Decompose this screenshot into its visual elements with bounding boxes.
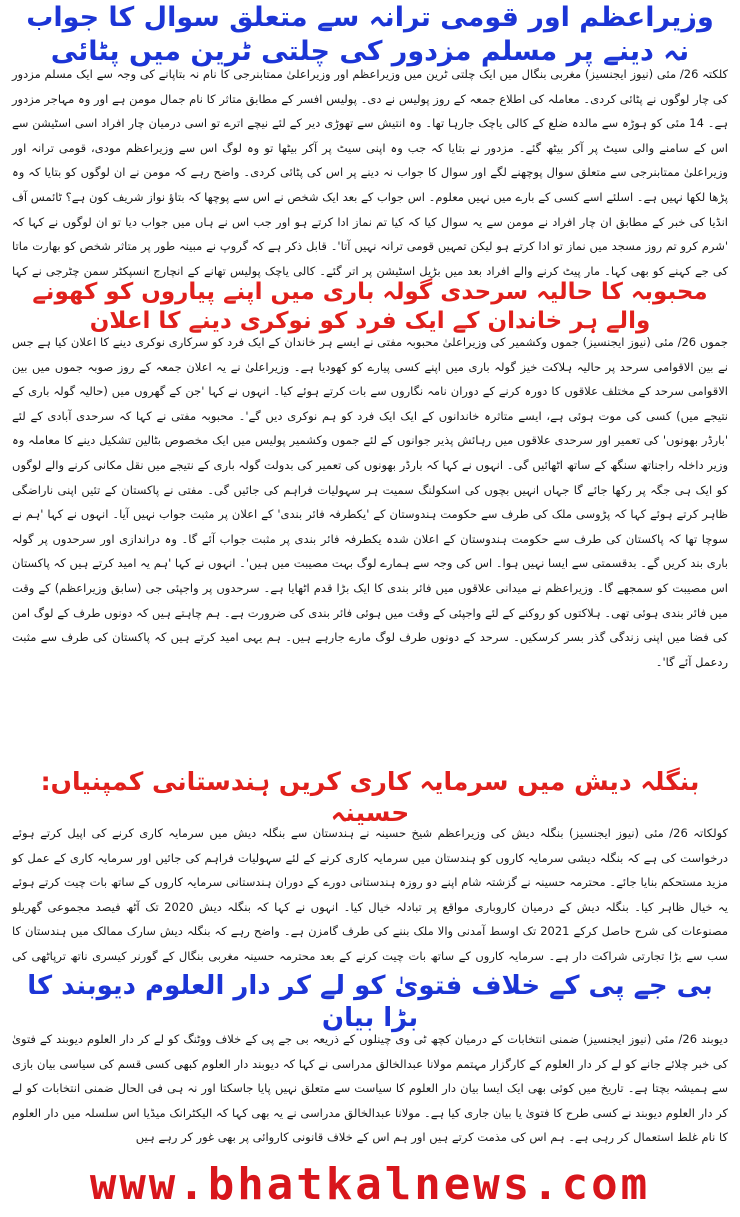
article-body-train-beating: کلکتہ 26/ مئی (نیوز ایجنسیز) مغربی بنگال میں ایک چلتی ٹرین میں وزیراعظم اور وزیراعلیٰ ممتابنرجی کا نام نہ بتاپانے کی وجہ سے ایک مسلم مزدور کی چار لوگوں نے پٹائی کردی۔ معاملہ کی اطلاع جمعہ کے روز پولیس نے دی۔ پولیس افسر کے مطابق متاثر کا نام جمال مومن ہے اور وہ مہاجر مزدور ہے۔ 14 مئی کو ہوڑہ سے مالدہ ضلع کے کالی یاچک جارہا تھا۔ وہ انتیش سے تھوڑی دیر کے لئے نیچے اترے تو اسی درمیان چار افراد اسی اسٹیشن سے اس کے سامنے والی سیٹ پر آکر بیٹھ گئے۔ مزدور نے بتایا کہ جب وہ اپنی سیٹ پر آکر بیٹھا تو وہ لوگ اس سے وزیراعظم مودی، قومی ترانہ اور وزیراعلیٰ ممتابنرجی سے متعلق سوال پوچھنے لگے اور سوال کا جواب نہ دینے پر اس کی پٹائی کردی۔ واضح رہے کہ مومن نے ان لوگوں کو بتایا کہ وہ پڑھا لکھا نہیں ہے۔ اسلئے اسے کسی کے بارے میں نہیں معلوم۔ اس جواب کے بعد ایک شخص نے اس سے پوچھا کہ بتاؤ نواز شریف کون ہے؟ ٹائمس آف انڈیا کی خبر کے مطابق ان چار افراد نے مومن سے یہ سوال کیا کہ کیا تم نماز ادا کرتے ہو اور جب اس نے ہاں میں جواب دیا تو ان لوگوں نے کہا کہ 'شرم کرو تم روز مسجد میں نماز تو ادا کرتے ہو لیکن تمہیں قومی ترانہ نہیں آتا'۔ قابل ذکر ہے کہ گروپ نے مبینہ طور پر متاثر شخص کو بھارت ماتا کی جے کہنے کو بھی کہا۔ مار پیٹ کرنے والے افراد بعد میں بڑیل اسٹیشن پر اتر گئے۔ کالی یاچک پولیس تھانے کے انچارج انسپکٹر سمن چٹرجی نے کہا [12,67,729,278]
headline-modi-anthem-train-beating: وزیراعظم اور قومی ترانہ سے متعلق سوال کا جواب نہ دینے پر مسلم مزدور کی چلتی ٹرین میں پٹائی [26,2,714,67]
site-watermark: www.bhatkalnews.com [89,1159,651,1210]
article-body-deoband: دیوبند 26/ مئی (نیوز ایجنسیز) ضمنی انتخابات کے درمیان کچھ ٹی وی چینلوں کے ذریعہ بی جے پی کے خلاف ووٹنگ کو لے کر دار العلوم دیوبند کے فتویٰ کی خبر چلائے جانے کو لے کر دار العلوم کے کارگزار مہتمم مولانا عبدالخالق مدراسی نے کہا کہ دیوبند دار العلوم کبھی کسی قسم کی سیاسی بیان بازی سے ہمیشہ بچتا ہے۔ تاریخ میں کوئی بھی ایک ایسا بیان دار العلوم کا سیاست سے متعلق نہیں پایا جاسکتا اور نہ ہی فی الحال ضمنی انتخابات کو لے کر دار العلوم دیوبند نے کسی طرح کا فتویٰ یا بیان جاری کیا ہے۔ مولانا عبدالخالق مدراسی نے یہ بھی کہا کہ الیکٹرانک میڈیا اس سلسلہ میں دار العلوم کا نام غلط استعمال کر رہی ہے۔ ہم اس کی مذمت کرتے ہیں اور ہم اس کے خلاف قانونی کاروائی پر بھی غور کر رہے ہیں [12,1032,728,1145]
article-body-hasina: کولکاتہ 26/ مئی (نیوز ایجنسیز) بنگلہ دیش کی وزیراعظم شیخ حسینہ نے ہندستان سے بنگلہ دیش میں سرمایہ کاری کرنے کی اپیل کرتے ہوئے درخواست کی ہے کہ بنگلہ دیشی سرمایہ کاروں کو ہندستان میں سرمایہ کاری کرنے کے لئے سہولیات فراہم کی جائیں اور سرمایہ کاری کے عمل کو مزید مستحکم بنایا جائے۔ محترمہ حسینہ نے گزشتہ شام اپنے دو روزہ ہندستانی دورے کے دوران ہندستانی سرمایہ کاروں کے ساتھ بات چیت کرتے ہوئے یہ خیال ظاہر کیا۔ بنگلہ دیش کے درمیان کاروباری مواقع پر تبادلہ خیال کیا۔ انہوں نے کہا کہ بنگلہ دیش 2020 تک آٹھ فیصد مجموعی گھریلو مصنوعات کی شرح حاصل کرکے 2021 تک اوسط آمدنی والا ملک بننے کی طرف گامزن ہے۔ واضح رہے کہ بنگلہ دیش سارک ممالک میں ہندستان کا سب سے بڑا تجارتی شراکت دار ہے۔ سرمایہ کاروں کے ساتھ بات چیت کرنے کے بعد محترمہ حسینہ مغربی بنگال کے گورنر کیسری ناتھ ترپاٹھی کی [12,826,728,963]
headline-deoband-statement: بی جے پی کے خلاف فتویٰ کو لے کر دار العلوم دیوبند کا بڑا بیان [27,970,713,1033]
headline-hasina-investment: بنگلہ دیش میں سرمایہ کاری کریں ہندستانی کمپنیاں: حسینہ [40,766,700,827]
headline-mehbooba-job-announcement: محبوبہ کا حالیہ سرحدی گولہ باری میں اپنے پیاروں کو کھونے والے ہر خاندان کے ایک فرد کو نوکری دینے کا اعلان [32,279,708,334]
article-body-mehbooba: جموں 26/ مئی (نیوز ایجنسیز) جموں وکشمیر کی وزیراعلیٰ محبوبہ مفتی نے ایسے ہر خاندان کے ایک فرد کو سرکاری نوکری دینے کا اعلان کیا ہے جس نے بین الاقوامی سرحد پر حالیہ ہلاکت خیز گولہ باری میں اپنے کسی پیارے کو کھودیا ہے۔ وزیراعلیٰ نے یہ اعلان جمعہ کے روز صوبہ جموں میں بین الاقوامی سرحد کے مختلف علاقوں کا دورہ کرنے کے دوران نامہ نگاروں سے بات کرتے ہوئے کیا۔ انہوں نے کہا 'جن کے گھروں میں (حالیہ گولہ باری کے نتیجے میں) کسی کی موت ہوئی ہے، ایسے متاثرہ خاندانوں کے ایک ایک فرد کو ہم نوکری دیں گے'۔ محبوبہ مفتی نے کہا کہ سرحدی آبادی کے لئے 'بارڈر بھونوں' کی تعمیر اور سرحدی علاقوں میں رہائش پذیر جوانوں کے لئے جموں وکشمیر پولیس میں ایک مخصوص بٹالین تشکیل دینے کا معاملہ وہ وزیر داخلہ راجناتھ سنگھ کے ساتھ اٹھائیں گی۔ انہوں نے کہا کہ بارڈر بھونوں کی تعمیر کی بدولت گولہ باری کے نتیجے میں نقل مکانی کرنے والے لوگوں کو ایک ہی جگہ پر رکھا جائے گا جہاں انہیں بچوں کی اسکولنگ سمیت ہر سہولیات فراہم کی جائیں گی۔ مفتی نے پاکستان کے تئیں اپنی ناراضگی ظاہر کرتے ہوئے کہا کہ پڑوسی ملک کی طرف سے حکومت ہندوستان کے 'یکطرفہ فائر بندی' کے اعلان پر مثبت جواب نہیں آیا۔ انہوں نے کہا 'ہم نے سوچا تھا کہ پاکستان کی طرف سے حکومت ہندوستان کے اعلان شدہ یکطرفہ فائر بندی پر مثبت جواب آئے گا۔ وہ دراندازی اور سرحدوں پر گولہ باری بند کریں گے۔ بدقسمتی سے ایسا نہیں ہوا۔ اس کی وجہ سے ہمارے لوگ بہت مصیبت میں ہیں'۔ انہوں نے کہا 'ہم یہ امید کرتے ہیں کہ پاکستان اس مصیبت کو سمجھے گا۔ وزیراعظم نے میدانی علاقوں میں فائر بندی کا ایک بڑا قدم اٹھایا ہے۔ سرحدوں پر واجپئی جی (سابق وزیراعظم) کے وقت میں فائر بندی ہوئی تھی۔ ہلاکتوں کو روکنے کے لئے واجپئی کے وقت میں ہوئی فائر بندی کی ضرورت ہے۔ ہم چاہتے ہیں کہ دونوں طرف کے لوگ امن کی فضا میں اپنی زندگی گذر بسر کرسکیں۔ سرحد کے دونوں طرف لوگ مارے جارہے ہیں۔ ہم یہی امید کرتے ہیں کہ پاکستان کی طرف سے مثبت ردعمل آئے گا'۔ [12,335,728,669]
